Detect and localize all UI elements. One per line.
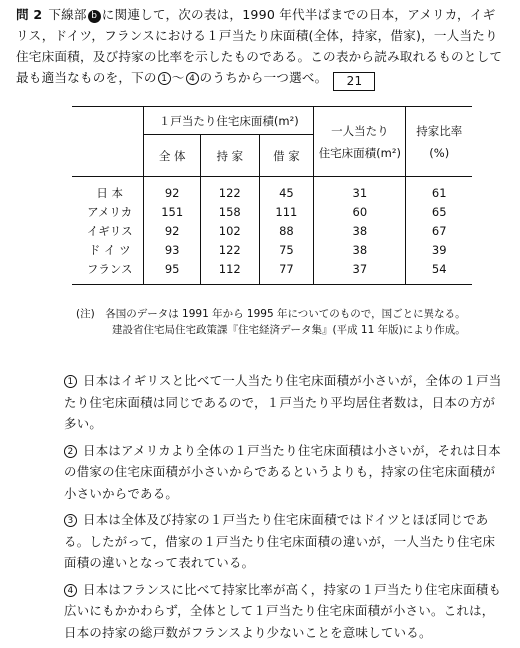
choice-3[interactable] xyxy=(64,509,504,574)
country-cell: イギリス xyxy=(86,223,133,238)
underline-mark: b xyxy=(88,10,101,23)
cell-ratio: 65 xyxy=(406,202,472,221)
choice-text: 日本はイギリスと比べて一人当たり住宅床面積が小さいが，全体の１戸当たり住宅床面積は同じであるので，１戸当たり平均居住者数は，日本の方が多い。 xyxy=(64,373,502,431)
cell-rented: 75 xyxy=(259,240,314,259)
choice-number: 2 xyxy=(64,445,77,458)
header-rented: 借 家 xyxy=(259,135,314,177)
choice-text: 日本はアメリカより全体の１戸当たり住宅床面積は小さいが，それは日本の借家の住宅床面積が小さいからであるというよりも，持家の住宅床面積が小さいからである。 xyxy=(64,442,501,501)
cell-rented: 111 xyxy=(259,202,314,221)
choice-number: 4 xyxy=(64,584,77,597)
cell-total: 92 xyxy=(144,177,201,203)
choice-number: 3 xyxy=(64,514,77,527)
cell-per-person: 37 xyxy=(314,259,406,285)
cell-total: 151 xyxy=(144,202,201,221)
question-number: 問 2 xyxy=(16,7,43,22)
country-cell: フランス xyxy=(72,259,144,285)
choice-4[interactable] xyxy=(64,579,504,644)
cell-rented: 77 xyxy=(259,259,314,285)
header-per-person xyxy=(314,107,406,177)
choice-1[interactable] xyxy=(64,370,504,435)
cell-per-person: 60 xyxy=(314,202,406,221)
cell-owned: 122 xyxy=(200,240,259,259)
cell-total: 95 xyxy=(144,259,201,285)
cell-owned: 112 xyxy=(200,259,259,285)
cell-per-person: 31 xyxy=(314,177,406,203)
choice-number: 1 xyxy=(64,375,77,388)
answer-box[interactable]: 21 xyxy=(333,72,375,91)
header-ratio-line1: 持家比率 xyxy=(416,123,463,138)
range-sep: 〜 xyxy=(171,70,185,85)
housing-table xyxy=(72,106,472,285)
cell-ratio: 61 xyxy=(406,177,472,203)
range-start-mark: 1 xyxy=(158,72,171,85)
choice-list xyxy=(64,370,504,648)
cell-per-person: 38 xyxy=(314,221,406,240)
cell-total: 93 xyxy=(144,240,201,259)
header-per-person-line1: 一人当たり xyxy=(331,123,389,138)
range-end-mark: 4 xyxy=(186,72,199,85)
question-text xyxy=(16,4,508,91)
header-per-person-line2: 住宅床面積(m²) xyxy=(318,145,401,160)
header-owned: 持 家 xyxy=(200,135,259,177)
cell-ratio: 54 xyxy=(406,259,472,285)
header-ratio-line2: (%) xyxy=(429,145,450,160)
cell-rented: 88 xyxy=(259,221,314,240)
note-line-2: 建設省住宅局住宅政策課『住宅経済データ集』(平成 11 年版)により作成。 xyxy=(112,324,466,336)
header-ratio xyxy=(406,107,472,177)
cell-owned: 158 xyxy=(200,202,259,221)
choice-2[interactable] xyxy=(64,440,504,505)
cell-owned: 102 xyxy=(200,221,259,240)
choice-text: 日本は全体及び持家の１戸当たり住宅床面積ではドイツとほぼ同じである。したがって，借家の１戸当たり住宅床面積の違いが，一人当たり住宅床面積の違いとなって表れている。 xyxy=(64,512,496,570)
choice-text: 日本はフランスに比べて持家比率が高く，持家の１戸当たり住宅床面積も広いにもかかわらず，全体として１戸当たり住宅床面積が小さい。これは，日本の持家の総戸数がフランスより少ないことを意味している。 xyxy=(64,581,502,640)
note-line-1: (注) 各国のデータは 1991 年から 1995 年についてのもので，国ごとに異なる。 xyxy=(76,308,466,320)
header-total: 全 体 xyxy=(144,135,201,177)
table-note xyxy=(76,306,466,338)
question-text-c: のうちから一つ選べ。 xyxy=(199,70,328,85)
country-cell: アメリカ xyxy=(87,204,133,219)
question-text-a: 下線部 xyxy=(48,7,87,22)
question-text-b: に関連して，次の表は，1990 年代半ばまでの日本，アメリカ，イギリス，ドイツ，フランスにおける１戸当たり床面積(全体，持家，借家)，一人当たり住宅床面積，及び持家の比率を示したものである。この表から読み取れるものとして最も適当なものを，下の xyxy=(16,7,503,85)
country-cell: ド イ ツ xyxy=(88,242,131,257)
cell-ratio: 39 xyxy=(406,240,472,259)
cell-ratio: 67 xyxy=(406,221,472,240)
cell-per-person: 38 xyxy=(314,240,406,259)
cell-total: 92 xyxy=(144,221,201,240)
cell-owned: 122 xyxy=(200,177,259,203)
country-cell: 日 本 xyxy=(72,177,144,203)
header-group: １戸当たり住宅床面積(m²) xyxy=(144,107,314,135)
country-header-cell xyxy=(72,107,144,177)
cell-rented: 45 xyxy=(259,177,314,203)
